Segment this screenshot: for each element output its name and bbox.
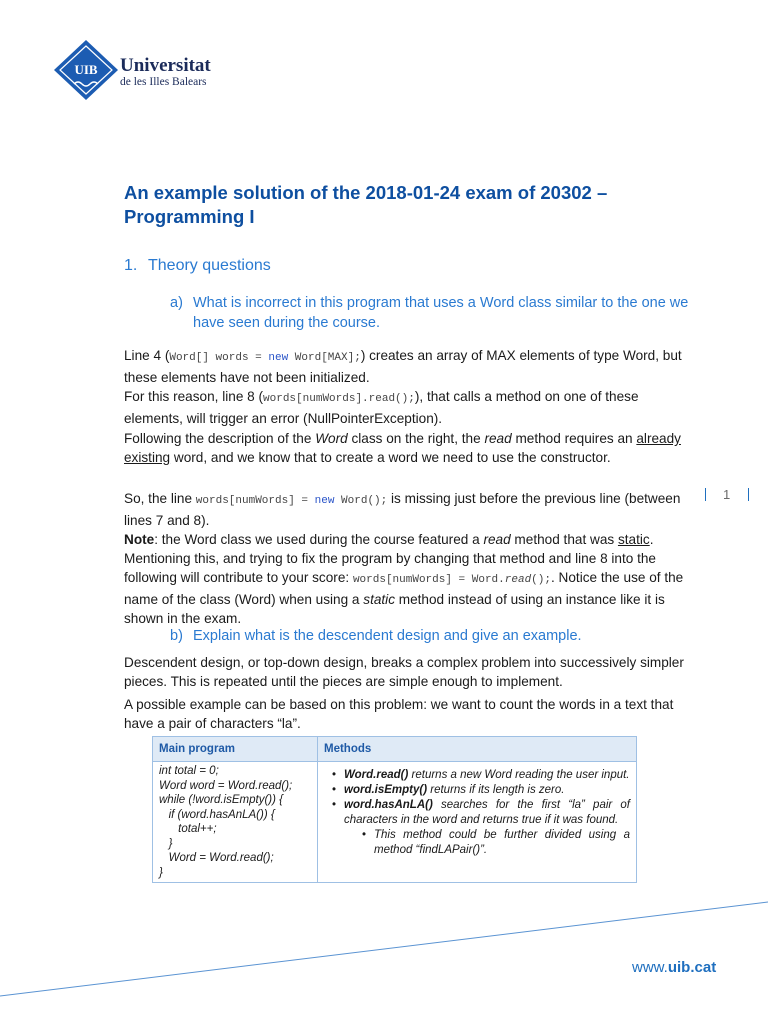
section-heading xyxy=(124,257,271,275)
table-header-methods: Methods xyxy=(318,737,637,762)
footer-website-link[interactable]: www.uib.cat xyxy=(632,959,717,976)
answer-a-paragraph-2: For this reason, line 8 (words[numWords].read();), that calls a method on one of these elements, will trigger an error (NullPointerException). xyxy=(124,389,639,426)
design-example-table xyxy=(152,736,637,883)
uib-logo-letters: UIB xyxy=(74,62,98,77)
university-name: Universitat xyxy=(120,55,211,76)
table-row xyxy=(153,762,637,883)
question-a-text: What is incorrect in this program that uses a Word class similar to the one we have seen during the course. xyxy=(193,295,689,331)
methods-cell xyxy=(318,762,637,883)
list-item: • word.isEmpty() returns if its length is zero. xyxy=(324,783,630,798)
section-number: 1. xyxy=(124,257,138,274)
page-number-divider-right xyxy=(748,488,749,501)
question-a-heading xyxy=(170,293,690,333)
question-a-label: a) xyxy=(170,295,183,311)
list-item: • This method could be further divided using a method “findLAPair()”. xyxy=(344,828,630,858)
page-number-divider-left xyxy=(705,488,706,501)
answer-a-paragraph-3: Following the description of the Word class on the right, the read method requires an already existing word, and we know that to create a word we need to use the constructor. xyxy=(124,431,681,465)
sub-methods-list xyxy=(344,828,630,858)
question-b-heading xyxy=(170,626,690,646)
list-item: • word.hasAnLA() searches for the first “la” pair of characters in the word and returns true if it was found. • This method could be further divided using a method “findLAPair()”. xyxy=(324,798,630,858)
main-program-code: int total = 0; Word word = Word.read(); while (!word.isEmpty()) { if (word.hasAnLA()) { total++; } Word = Word.read(); } xyxy=(159,765,293,879)
answer-a-note: Note: the Word class we used during the course featured a read method that was static. Mentioning this, and trying to fix the program by changing that method and line 8 into the following will contribute to your score: words[numWords] = Word.read();. Notice the use of the name of the class (Word) when using a static method instead of using an instance like it is shown in the exam. xyxy=(124,532,684,626)
university-subname: de les Illes Balears xyxy=(120,76,207,88)
question-b-text: Explain what is the descendent design and give an example. xyxy=(193,628,582,644)
university-name-block xyxy=(120,56,211,88)
footer-decorative-line xyxy=(0,900,768,1000)
table-header-row xyxy=(153,737,637,762)
section-title: Theory questions xyxy=(148,257,271,274)
answer-b-paragraph-2: A possible example can be based on this problem: we want to count the words in a text that have a pair of characters “la”. xyxy=(124,697,674,731)
document-title: An example solution of the 2018-01-24 exam of 20302 – Programming I xyxy=(124,182,608,227)
answer-b-paragraph-1: Descendent design, or top-down design, breaks a complex problem into successively simpler pieces. This is repeated until the pieces are simple enough to implement. xyxy=(124,655,684,689)
question-b-label: b) xyxy=(170,628,183,644)
methods-list xyxy=(324,768,630,858)
note-label: Note xyxy=(124,532,155,547)
answer-a-paragraph-1: Line 4 (Word[] words = new Word[MAX];) creates an array of MAX elements of type Word, but these elements have not been initialized. xyxy=(124,348,682,385)
table-header-main-program: Main program xyxy=(153,737,318,762)
list-item: • Word.read() returns a new Word reading the user input. xyxy=(324,768,630,783)
answer-a-paragraph-4: So, the line words[numWords] = new Word(); is missing just before the previous line (between lines 7 and 8). xyxy=(124,491,681,528)
main-program-cell xyxy=(153,762,318,883)
